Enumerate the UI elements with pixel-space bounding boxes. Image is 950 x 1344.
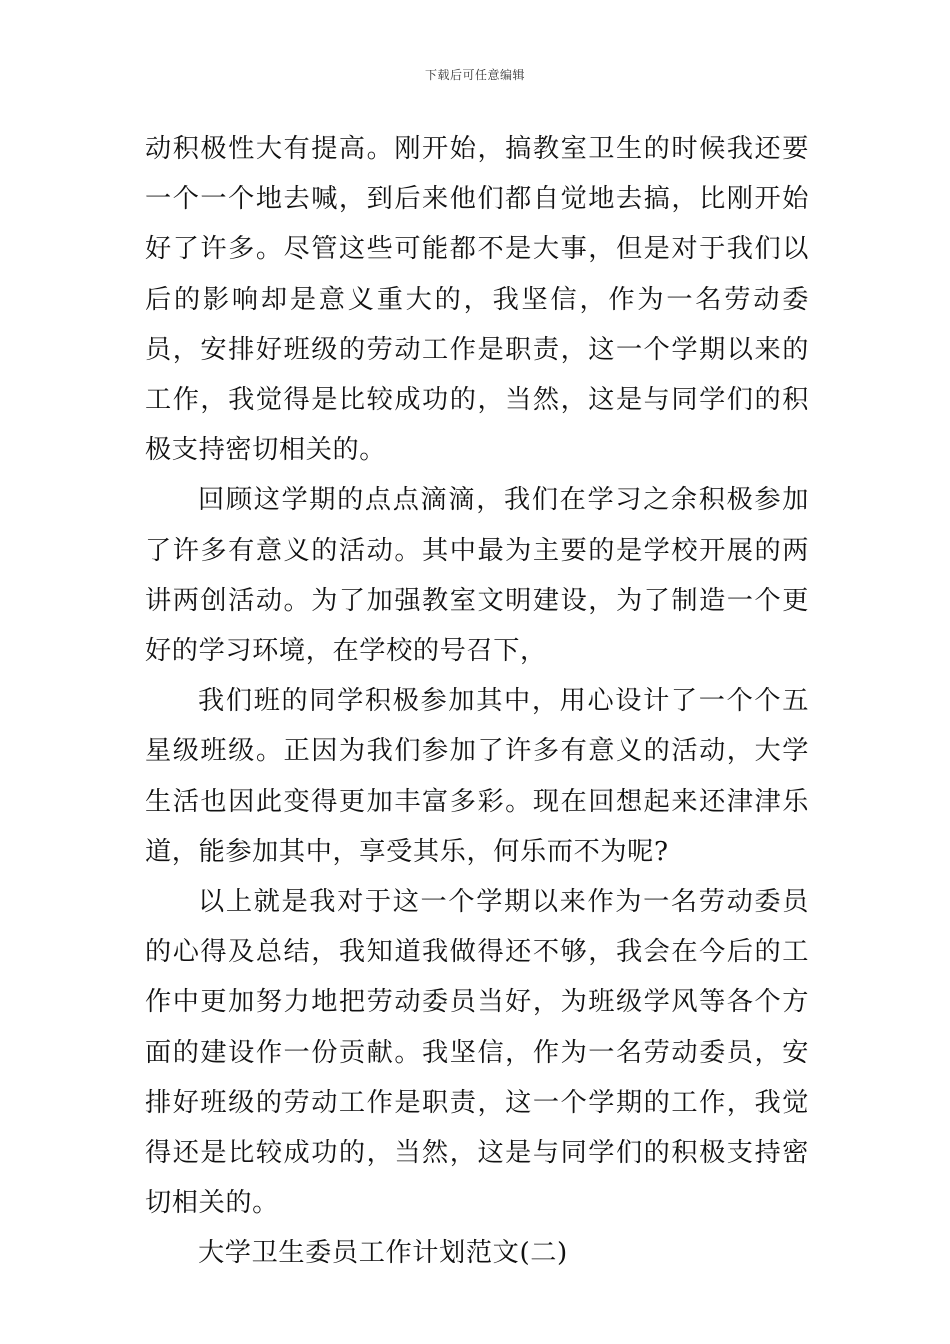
document-body bbox=[145, 124, 809, 1279]
paragraph-2: 回顾这学期的点点滴滴，我们在学习之余积极参加了许多有意义的活动。其中最为主要的是学校开展的两讲两创活动。为了加强教室文明建设，为了制造一个更好的学习环境，在学校的号召下， bbox=[145, 485, 809, 667]
paragraph-3: 我们班的同学积极参加其中，用心设计了一个个五星级班级。正因为我们参加了许多有意义的活动，大学生活也因此变得更加丰富多彩。现在回想起来还津津乐道，能参加其中，享受其乐，何乐而不为呢? bbox=[145, 686, 809, 867]
paragraph-4: 以上就是我对于这一个学期以来作为一名劳动委员的心得及总结，我知道我做得还不够，我会在今后的工作中更加努力地把劳动委员当好，为班级学风等各个方面的建设作一份贡献。我坚信，作为一名劳动委员，安排好班级的劳动工作是职责，这一个学期的工作，我觉得还是比较成功的，当然，这是与同学们的积极支持密切相关的。 bbox=[145, 887, 809, 1219]
section-title: 大学卫生委员工作计划范文(二) bbox=[198, 1238, 568, 1269]
page-header-note: 下载后可任意编辑 bbox=[424, 68, 525, 82]
paragraph-1: 动积极性大有提高。刚开始，搞教室卫生的时候我还要一个一个地去喊，到后来他们都自觉地去搞，比刚开始好了许多。尽管这些可能都不是大事，但是对于我们以后的影响却是意义重大的，我坚信，作为一名劳动委员，安排好班级的劳动工作是职责，这一个学期以来的工作，我觉得是比较成功的，当然，这是与同学们的积极支持密切相关的。 bbox=[145, 134, 809, 466]
